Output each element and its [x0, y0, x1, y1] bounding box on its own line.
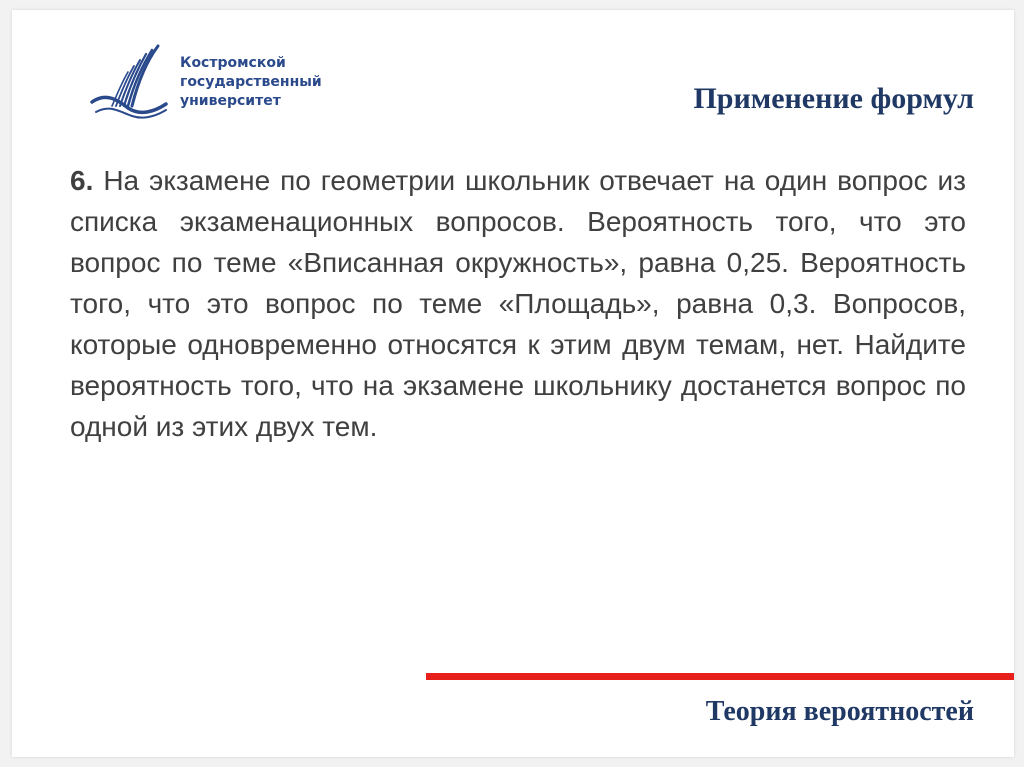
university-name-line-1: Костромской — [180, 55, 286, 71]
slide — [12, 10, 1014, 757]
problem-number: 6. — [70, 165, 94, 196]
accent-divider — [426, 673, 1014, 680]
slide-title: Применение формул — [693, 82, 974, 115]
university-name-line-2: государственный — [180, 74, 322, 90]
university-name-line-3: университет — [180, 93, 281, 109]
university-name — [180, 54, 322, 111]
problem-statement: На экзамене по геометрии школьник отвечает на один вопрос из списка экзаменационных вопросов. Вероятность того, что это вопрос по теме «Вписанная окружность», равна 0,25. Вероятность того, что это вопрос по теме «Площадь», равна 0,3. Вопросов, которые одновременно относятся к этим двум темам, нет. Найдите вероятность того, что на экзамене школьнику достанется вопрос по одной из этих двух тем. — [70, 165, 967, 442]
footer-subject: Теория вероятностей — [705, 696, 974, 727]
university-logo-icon — [88, 42, 168, 122]
problem-text-block — [70, 160, 966, 447]
